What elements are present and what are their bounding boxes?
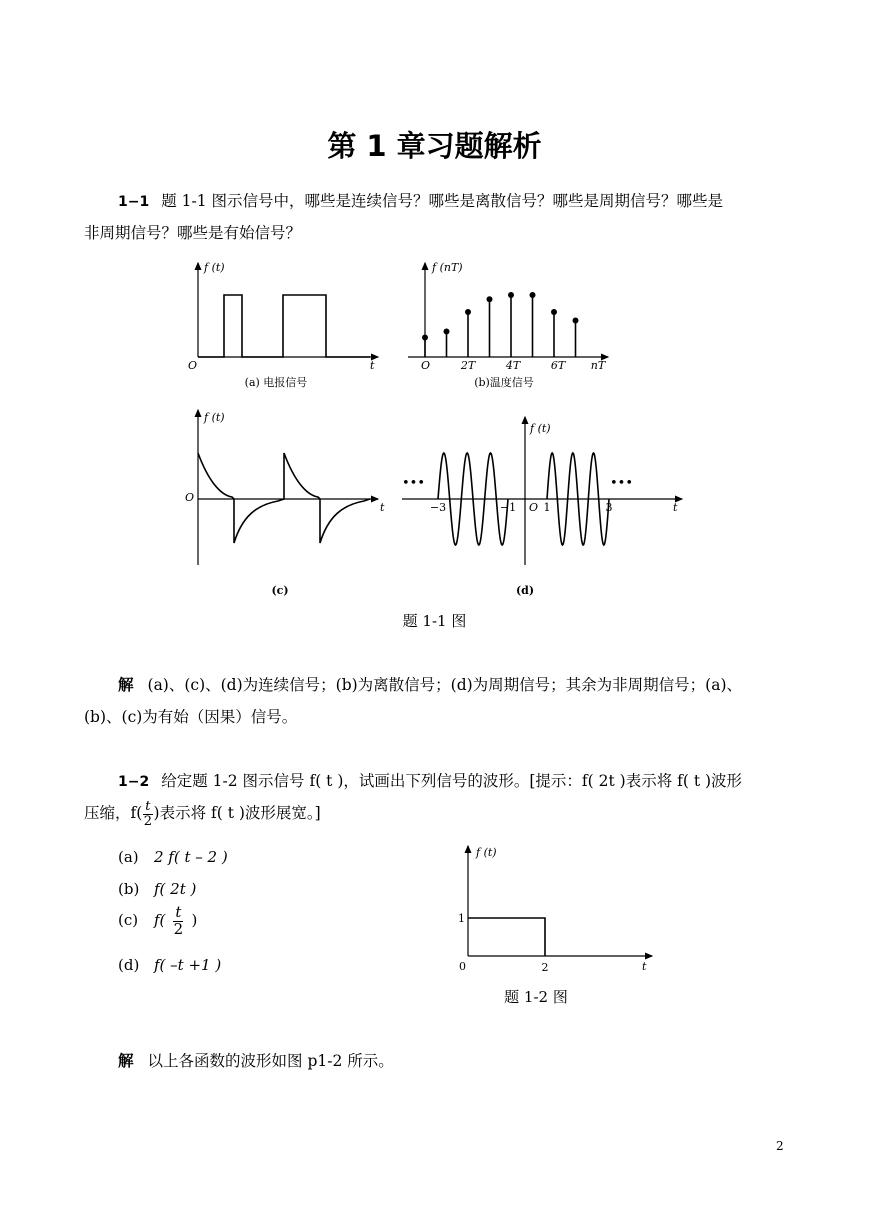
- fig2-yval: 1: [458, 912, 465, 925]
- d-tick-3: 3: [605, 501, 613, 514]
- problem-1-1-line2: 非周期信号？哪些是有始信号？: [84, 224, 302, 242]
- d-tick-neg1: −1: [499, 501, 517, 514]
- figure-1-1-caption: 题 1-1 图: [402, 612, 467, 630]
- b-tick-4T: 4T: [505, 359, 521, 372]
- b-origin: O: [421, 359, 431, 372]
- sample-point: [465, 309, 471, 315]
- b-tick-6T: 6T: [550, 359, 566, 372]
- page-number: 2: [776, 1139, 784, 1153]
- subplot-c: [185, 410, 385, 597]
- answer-text: 以上各函数的波形如图 p1-2 所示。: [147, 1052, 394, 1070]
- fig2-xval: 2: [541, 961, 549, 974]
- a-xlabel: t: [370, 359, 375, 372]
- answer-1-1-line1: [118, 670, 798, 701]
- problem-number: 1−1: [118, 194, 150, 210]
- b-caption: (b)温度信号: [474, 376, 534, 389]
- problem-1-1-line1: [118, 186, 798, 218]
- b-ylabel: f (nT): [432, 261, 463, 274]
- problem-number: 1−2: [118, 774, 150, 790]
- d-tick-neg3: −3: [429, 501, 447, 514]
- c-ylabel: f (t): [204, 411, 225, 424]
- d-ylabel: f (t): [530, 422, 551, 435]
- d-xlabel: t: [673, 501, 678, 514]
- c-origin: O: [185, 491, 195, 504]
- sample-point: [530, 292, 536, 298]
- fig2-xlabel: t: [642, 960, 647, 973]
- problem-1-2-line1: [118, 766, 798, 798]
- sample-point: [551, 309, 557, 315]
- figure-1-2-caption: 题 1-2 图: [504, 988, 568, 1006]
- fig2-ylabel: f (t): [476, 846, 497, 859]
- page-title: 第 1 章习题解析: [327, 129, 542, 163]
- subplot-b: [408, 261, 608, 389]
- fraction-t-over-2: $\frac{t}{2}$: [143, 799, 153, 829]
- answer-1-2: [118, 1046, 394, 1077]
- sample-point: [487, 296, 493, 302]
- d-origin: O: [529, 501, 539, 514]
- answer-label: 解: [118, 676, 134, 694]
- sample-point: [444, 329, 450, 335]
- problem-text: 题 1-1 图示信号中，哪些是连续信号？哪些是离散信号？哪些是周期信号？哪些是: [161, 192, 724, 210]
- figure-1-2: [450, 840, 660, 980]
- b-xlabel: nT: [590, 359, 606, 372]
- item-a: (a) 2 f( t – 2 ): [118, 848, 228, 866]
- figure-1-1: [170, 255, 710, 605]
- sample-stems: [422, 292, 579, 357]
- a-ylabel: f (t): [204, 261, 225, 274]
- problem-text: 给定题 1-2 图示信号 f( t )，试画出下列信号的波形。[提示：f( 2t )表示将 f( t )波形: [161, 772, 743, 790]
- sample-point: [508, 292, 514, 298]
- c-xlabel: t: [380, 501, 385, 514]
- item-d: (d) f( –t +1 ): [118, 956, 222, 974]
- subplot-d: [402, 417, 682, 597]
- answer-label: 解: [118, 1052, 134, 1070]
- rect-pulse: [468, 918, 545, 956]
- c-caption: (c): [271, 584, 289, 597]
- d-dots-right: •••: [610, 476, 634, 491]
- sample-point: [422, 334, 428, 340]
- problem-1-2-line2: 压缩，f( $\frac{t}{2}$ )表示将 f( t )波形展宽。]: [84, 799, 321, 829]
- a-caption: (a) 电报信号: [244, 376, 308, 389]
- answer-text: (a)、(c)、(d)为连续信号；(b)为离散信号；(d)为周期信号；其余为非周期信号；(a)、: [147, 676, 743, 694]
- d-tick-1: 1: [543, 501, 551, 514]
- a-origin: O: [188, 359, 198, 372]
- fig2-origin: 0: [459, 960, 466, 973]
- sample-point: [573, 317, 579, 323]
- d-dots-left: •••: [402, 476, 426, 491]
- item-c: (c) f( $\frac{t}{2}$ ): [118, 903, 198, 938]
- answer-1-1-line2: (b)、(c)为有始（因果）信号。: [84, 708, 298, 726]
- item-b: (b) f( 2t ): [118, 880, 197, 898]
- b-tick-2T: 2T: [460, 359, 476, 372]
- subplot-a: [188, 261, 378, 389]
- d-caption: (d): [515, 584, 535, 597]
